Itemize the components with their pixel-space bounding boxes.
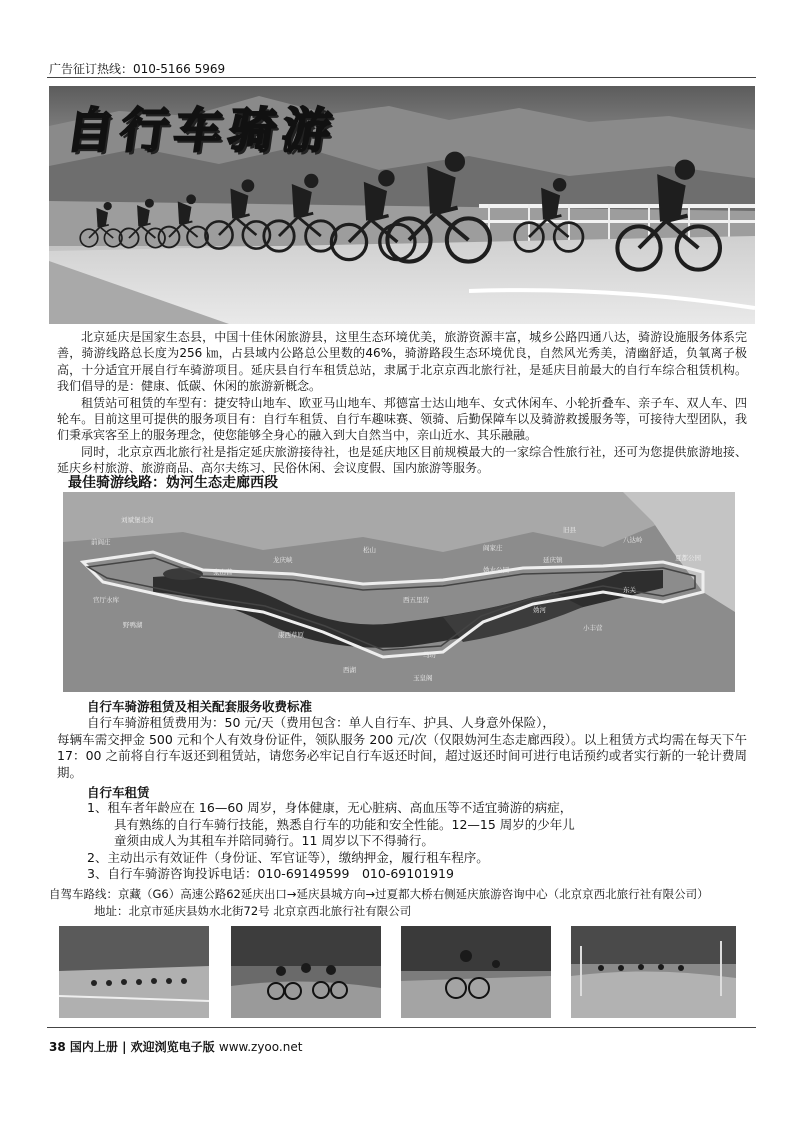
rule-text: 租车者年龄应在 16—60 周岁，身体健康，无心脏病、高血压等不适宜骑游的病症， [107,800,573,815]
rules-list [87,800,747,883]
rule-number: 1、 [87,800,108,815]
website-link[interactable]: www.zyoo.net [218,1040,303,1054]
intro-paragraph: 北京延庆是国家生态县，中国十佳休闲旅游县，这里生态环境优美，旅游资源丰富，城乡公路四通八达，骑游设施服务体系完善，骑游线路总长度为256 ㎞，占县域内公路总公里数的46%，骑游路段生态环境优良，自然风光秀美，清幽舒适，负氧离子极高，十分适宜开展自行车骑游项目。延庆县自行车租赁总站，隶属于北京京西北旅行社，是延庆目前最大的自行车综合租赁机构。我们倡导的是：健康、低碳、休闲的旅游新概念。 [57,330,747,394]
rental-paragraph: 每辆车需交押金 500 元和个人有效身份证件，领队服务 200 元/次（仅限妫河生态走廊西段）。以上租赁方式均需在每天下午 17：00 之前将自行车返还到租赁站，请您务必牢记自行车返还时间，超过返还时间可进行电话预约或者实行新的一轮计费周期。 [57,731,747,780]
rule-item [87,866,747,883]
rule-text: 自行车骑游咨询投诉电话：010-69149599 010-69101919 [107,866,454,881]
map-label: 妫河 [533,606,546,614]
rule-number: 2、 [87,849,108,865]
map-label: 西五里营 [403,596,429,604]
map-label: 东关 [623,586,636,594]
rental-title: 自行车骑游租赁及相关配套服务收费标准 [87,699,313,714]
rules-title: 自行车租赁 [87,785,150,800]
route-title: 最佳骑游线路：妫河生态走廊西段 [68,475,278,491]
photo-riders-road [59,926,209,1018]
map-label: 马坊 [423,651,436,659]
address: 地址：北京市延庆县妫水北街72号 北京京西北旅行社有限公司 [94,904,412,918]
photo-riders-park [231,926,381,1018]
map-label: 龙庆峡 [273,556,293,564]
map-label: 野鸭湖 [123,621,143,629]
map-label: 夏都公园 [675,554,701,562]
rule-continuation: 童须由成人为其租车并陪同骑行。11 周岁以下不得骑行。 [114,833,434,848]
rule-item [87,850,747,867]
intro-text [57,329,747,477]
page-number: 38 [49,1040,66,1054]
rental-paragraph: 自行车骑游租赁费用为：50 元/天（费用包含：单人自行车、护具、人身意外保险）， [87,715,555,730]
map-label: 玉皇阁 [413,674,433,682]
photo-riders-trees [401,926,551,1018]
browse-text: 欢迎浏览电子版 [130,1040,215,1054]
map-label: 小丰营 [583,624,603,632]
page-footer [49,1038,302,1055]
map-label: 延庆镇 [543,556,563,564]
map-label: 八达岭 [623,536,643,544]
ad-hotline: 广告征订热线：010-5166 5969 [49,62,226,76]
map-label: 旧县 [563,526,576,534]
intro-paragraph: 租赁站可租赁的车型有：捷安特山地车、欧亚马山地车、邦德富士达山地车、女式休闲车、小轮折叠车、亲子车、双人车、四轮车。目前这里可提供的服务项目有：自行车租赁、自行车趣味赛、领骑、后勤保障车以及骑游救援服务等，可接待大型团队，我们秉承宾客至上的服务理念，使您能够全身心的融入到大自然当中，亲山近水、其乐融融。 [57,395,747,443]
intro-paragraph: 同时，北京京西北旅行社是指定延庆旅游接待社，也是延庆地区目前规模最大的一家综合性旅行社，还可为您提供旅游地接、延庆乡村旅游、旅游商品、高尔夫练习、民俗休闲、会议度假、国内旅游等服务。 [57,444,747,476]
rule-number: 3、 [87,866,108,881]
photo-riders-meadow [571,926,736,1018]
rule-continuation: 具有熟练的自行车骑行技能，熟悉自行车的功能和安全性能。12—15 周岁的少年儿 [114,816,575,832]
map-label: 刘斌堡北沟 [121,516,154,524]
footer-divider [47,1027,756,1028]
map-label: 阎家庄 [483,544,503,552]
map-label: 西湖 [343,666,356,674]
driving-route: 自驾车路线：京藏（G6）高速公路62延庆出口→延庆县城方向→过夏都大桥右侧延庆旅游咨询中心（北京京西北旅行社有限公司） [49,887,709,901]
hero-photo [49,86,755,324]
map-label: 松山 [363,546,376,554]
footer-separator: | [122,1040,127,1054]
rule-item [87,800,747,817]
map-label: 康西草原 [278,631,304,639]
section-name: 国内上册 [69,1040,118,1054]
map-label: 官厅水库 [93,596,119,604]
header-divider [47,77,756,78]
rental-text [57,715,747,781]
route-map [63,492,735,692]
hero-title: 自行车骑游 [62,103,341,159]
rule-text: 主动出示有效证件（身份证、军官证等），缴纳押金，履行租车程序。 [107,849,489,865]
map-label: 妫水公园 [483,566,509,574]
map-label: 张山营 [213,568,233,576]
map-label: 前阎庄 [91,538,111,546]
